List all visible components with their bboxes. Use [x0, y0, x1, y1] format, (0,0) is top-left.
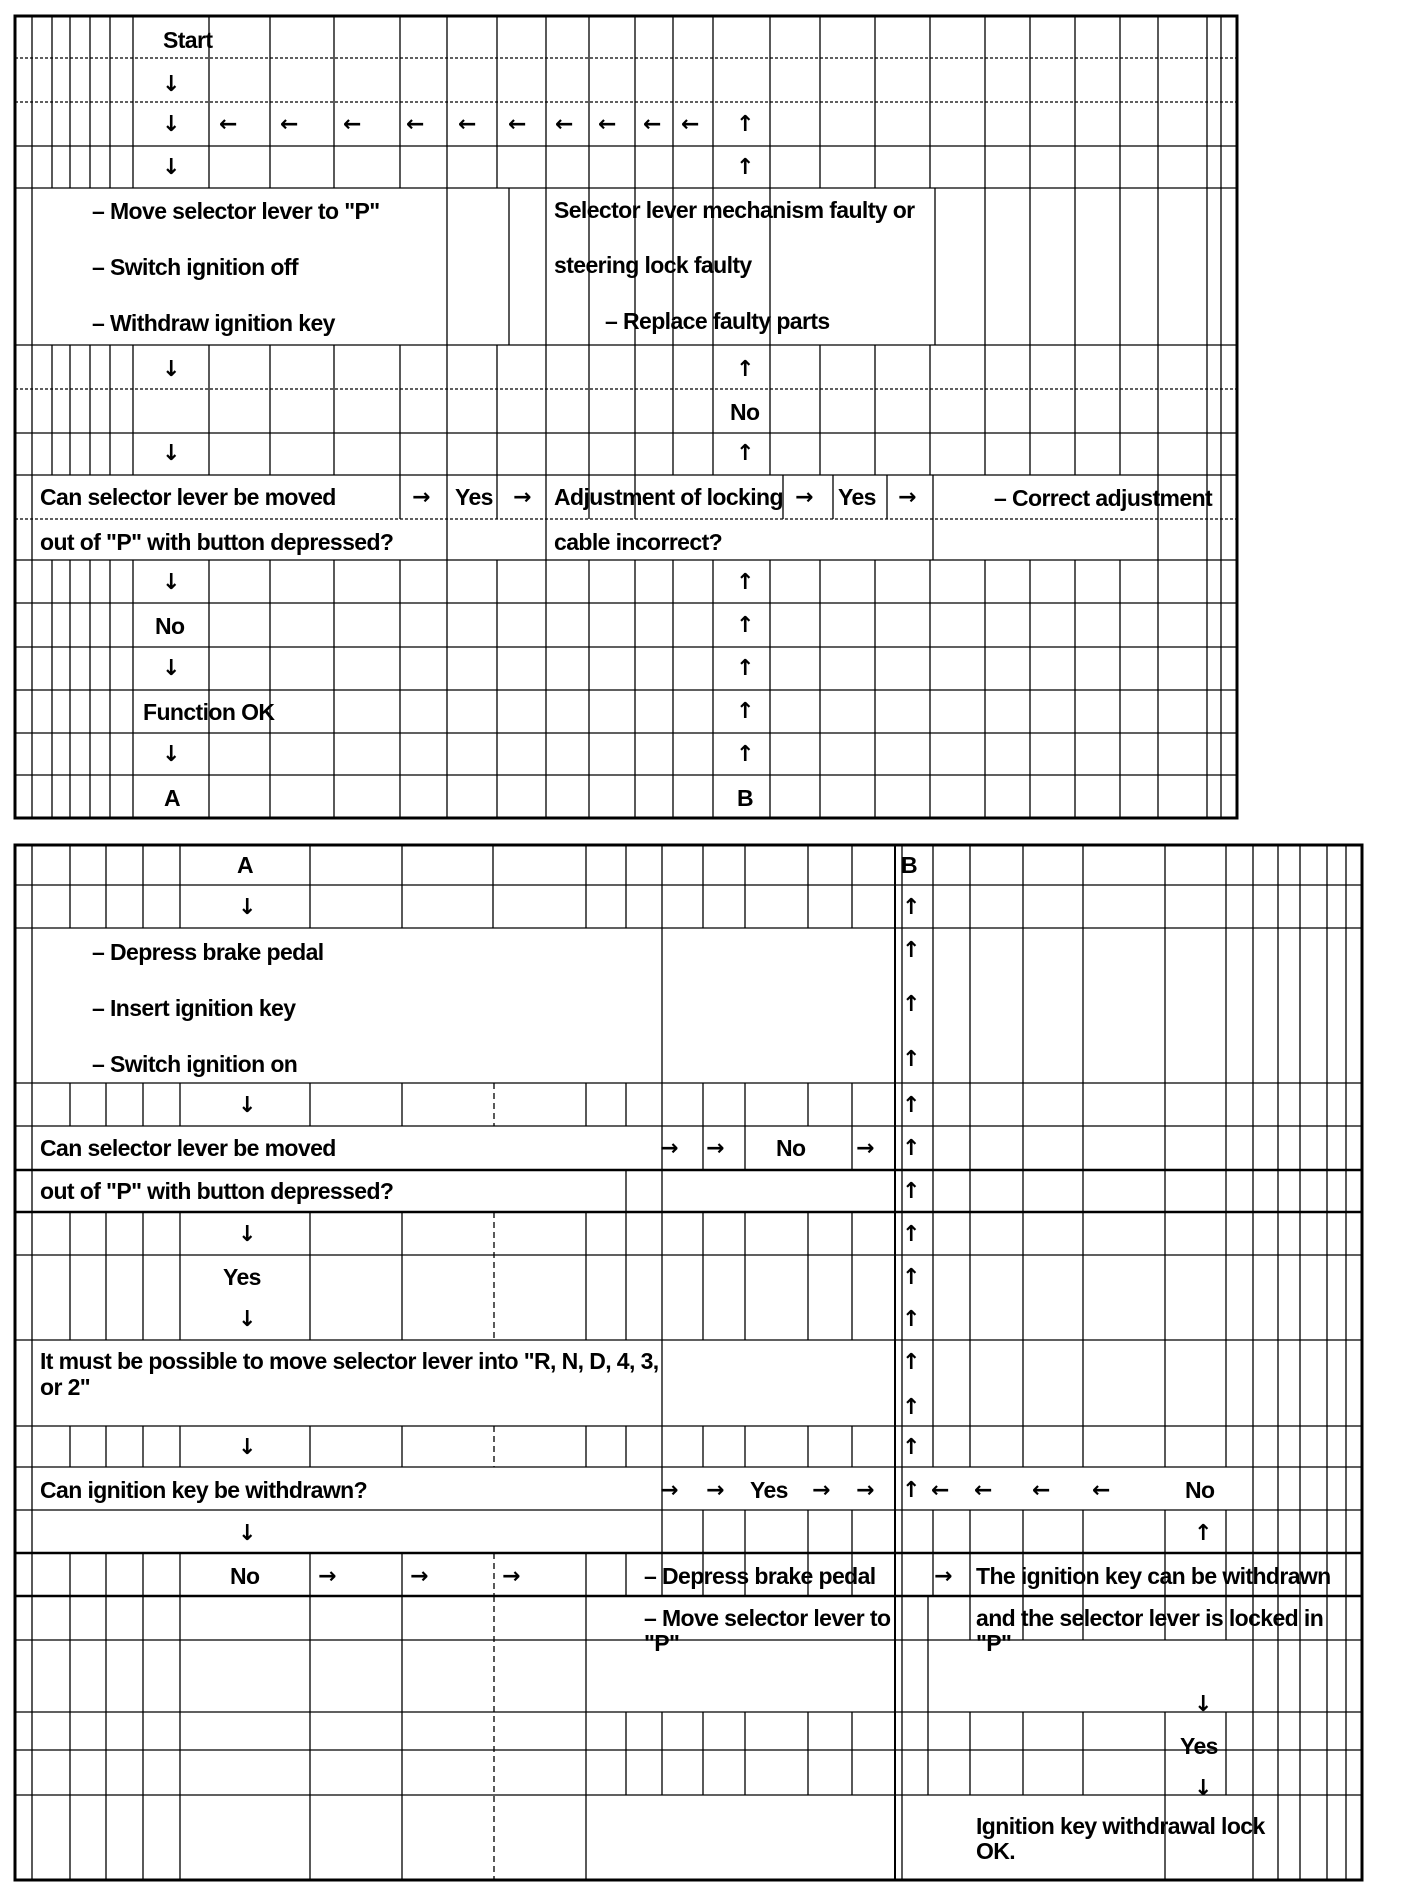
arrow-down-icon: ↓ — [162, 441, 181, 466]
arrow-left-icon: ← — [1032, 1478, 1051, 1503]
arrow-up-icon: ↑ — [902, 1395, 921, 1420]
arrow-down-icon: ↓ — [162, 357, 181, 382]
question2-line2: out of "P" with button depressed? — [40, 1178, 394, 1204]
bullet: – — [994, 485, 1007, 511]
yes-label: Yes — [223, 1264, 261, 1290]
arrow-left-icon: ← — [280, 112, 299, 137]
arrow-up-icon: ↑ — [902, 895, 921, 920]
arrow-left-icon: ← — [406, 112, 425, 137]
fault-text-line1: Selector lever mechanism faulty or — [554, 197, 915, 223]
bullet: – — [644, 1563, 657, 1589]
arrow-right-icon: → — [898, 485, 917, 510]
arrow-up-icon: ↑ — [1194, 1521, 1213, 1546]
arrow-left-icon: ← — [598, 112, 617, 137]
step-item — [92, 197, 380, 225]
arrow-right-icon: → — [318, 1564, 337, 1589]
arrow-up-icon: ↑ — [736, 742, 755, 767]
bullet: – — [92, 995, 105, 1021]
arrow-up-icon: ↑ — [902, 1478, 921, 1503]
step-text: Withdraw ignition key — [110, 310, 335, 336]
correct-adjustment-text: Correct adjustment — [1012, 485, 1213, 511]
arrow-right-icon: → — [856, 1478, 875, 1503]
arrow-left-icon: ← — [931, 1478, 950, 1503]
arrow-up-icon: ↑ — [902, 1265, 921, 1290]
arrow-right-icon: → — [795, 485, 814, 510]
arrow-up-icon: ↑ — [902, 1179, 921, 1204]
arrow-up-icon: ↑ — [736, 656, 755, 681]
yes-label: Yes — [455, 484, 493, 510]
bullet: – — [92, 310, 105, 336]
arrow-down-icon: ↓ — [238, 1435, 257, 1460]
arrow-left-icon: ← — [219, 112, 238, 137]
arrow-left-icon: ← — [458, 112, 477, 137]
arrow-down-icon: ↓ — [162, 112, 181, 137]
arrow-up-icon: ↑ — [902, 992, 921, 1017]
arrow-down-icon: ↓ — [238, 895, 257, 920]
step-text: Move selector lever to "P" — [110, 198, 380, 224]
arrow-down-icon: ↓ — [1194, 1692, 1213, 1717]
arrow-down-icon: ↓ — [162, 742, 181, 767]
arrow-down-icon: ↓ — [238, 1521, 257, 1546]
arrow-up-icon: ↑ — [902, 1222, 921, 1247]
no-label: No — [730, 399, 760, 425]
arrow-right-icon: → — [706, 1136, 725, 1161]
adjustment-line1: Adjustment of locking — [554, 484, 783, 510]
arrow-down-icon: ↓ — [162, 155, 181, 180]
arrow-right-icon: → — [410, 1564, 429, 1589]
arrow-left-icon: ← — [343, 112, 362, 137]
step-item — [92, 994, 324, 1022]
connector-b: B — [737, 785, 754, 811]
arrow-up-icon: ↑ — [736, 570, 755, 595]
arrow-right-icon: → — [513, 485, 532, 510]
yes-label: Yes — [750, 1477, 788, 1503]
arrow-left-icon: ← — [555, 112, 574, 137]
move-p — [644, 1606, 894, 1656]
bullet: – — [92, 1051, 105, 1077]
arrow-left-icon: ← — [1092, 1478, 1111, 1503]
connector-a: A — [164, 785, 181, 811]
connector-b: B — [901, 852, 918, 878]
no-label: No — [1185, 1477, 1215, 1503]
step-text: Switch ignition on — [110, 1051, 298, 1077]
step-item — [92, 938, 324, 966]
bullet: – — [644, 1605, 657, 1631]
arrow-up-icon: ↑ — [736, 699, 755, 724]
question3: Can ignition key be withdrawn? — [40, 1477, 368, 1503]
arrow-up-icon: ↑ — [902, 1350, 921, 1375]
arrow-right-icon: → — [502, 1564, 521, 1589]
move-p-text: Move selector lever to "P" — [644, 1605, 891, 1656]
step-item — [92, 253, 380, 281]
arrow-up-icon: ↑ — [736, 357, 755, 382]
question1-line1: Can selector lever be moved — [40, 484, 336, 510]
correct-adjustment — [994, 484, 1212, 512]
arrow-down-icon: ↓ — [238, 1222, 257, 1247]
no-label: No — [230, 1563, 260, 1589]
question1-line2: out of "P" with button depressed? — [40, 529, 394, 555]
step-list-1 — [92, 197, 380, 337]
arrow-up-icon: ↑ — [736, 112, 755, 137]
arrow-right-icon: → — [412, 485, 431, 510]
depress-brake-2-text: Depress brake pedal — [662, 1563, 876, 1589]
arrow-left-icon: ← — [681, 112, 700, 137]
arrow-down-icon: ↓ — [238, 1093, 257, 1118]
no-label: No — [776, 1135, 806, 1161]
arrow-right-icon: → — [812, 1478, 831, 1503]
fault-action-text: Replace faulty parts — [623, 308, 830, 334]
bullet: – — [92, 939, 105, 965]
adjustment-line2: cable incorrect? — [554, 529, 723, 555]
arrow-right-icon: → — [660, 1136, 679, 1161]
arrow-up-icon: ↑ — [736, 441, 755, 466]
arrow-up-icon: ↑ — [736, 613, 755, 638]
yes-label: Yes — [1180, 1733, 1218, 1759]
arrow-up-icon: ↑ — [902, 1435, 921, 1460]
arrow-up-icon: ↑ — [902, 1093, 921, 1118]
arrow-right-icon: → — [934, 1564, 953, 1589]
arrow-right-icon: → — [660, 1478, 679, 1503]
arrow-down-icon: ↓ — [238, 1307, 257, 1332]
key-line1: The ignition key can be withdrawn — [976, 1563, 1331, 1589]
bullet: – — [605, 308, 618, 334]
arrow-up-icon: ↑ — [736, 155, 755, 180]
arrow-right-icon: → — [856, 1136, 875, 1161]
arrow-left-icon: ← — [508, 112, 527, 137]
arrow-up-icon: ↑ — [902, 1047, 921, 1072]
step-item — [92, 309, 380, 337]
arrow-up-icon: ↑ — [902, 1136, 921, 1161]
question2-line1: Can selector lever be moved — [40, 1135, 336, 1161]
final-result: Ignition key withdrawal lock OK. — [976, 1813, 1265, 1864]
depress-brake-2 — [644, 1562, 876, 1590]
arrow-down-icon: ↓ — [162, 72, 181, 97]
arrow-left-icon: ← — [974, 1478, 993, 1503]
step-item — [92, 1050, 324, 1078]
key-line2: and the selector lever is locked in "P" — [976, 1605, 1324, 1656]
yes-label: Yes — [838, 484, 876, 510]
fault-action — [605, 307, 830, 335]
function-ok: Function OK — [143, 699, 275, 725]
arrow-right-icon: → — [706, 1478, 725, 1503]
arrow-up-icon: ↑ — [902, 938, 921, 963]
arrow-down-icon: ↓ — [1194, 1776, 1213, 1801]
arrow-down-icon: ↓ — [162, 570, 181, 595]
bullet: – — [92, 198, 105, 224]
no-label: No — [155, 613, 185, 639]
step-text: Switch ignition off — [110, 254, 298, 280]
step-text: Depress brake pedal — [110, 939, 324, 965]
start-label: Start — [163, 27, 213, 53]
step-list-2 — [92, 938, 324, 1078]
possible-text: It must be possible to move selector lever into "R, N, D, 4, 3, or 2" — [40, 1348, 659, 1400]
arrow-down-icon: ↓ — [162, 656, 181, 681]
arrow-up-icon: ↑ — [902, 1307, 921, 1332]
bullet: – — [92, 254, 105, 280]
arrow-left-icon: ← — [643, 112, 662, 137]
step-text: Insert ignition key — [110, 995, 296, 1021]
connector-a: A — [237, 852, 254, 878]
fault-text-line2: steering lock faulty — [554, 252, 752, 278]
